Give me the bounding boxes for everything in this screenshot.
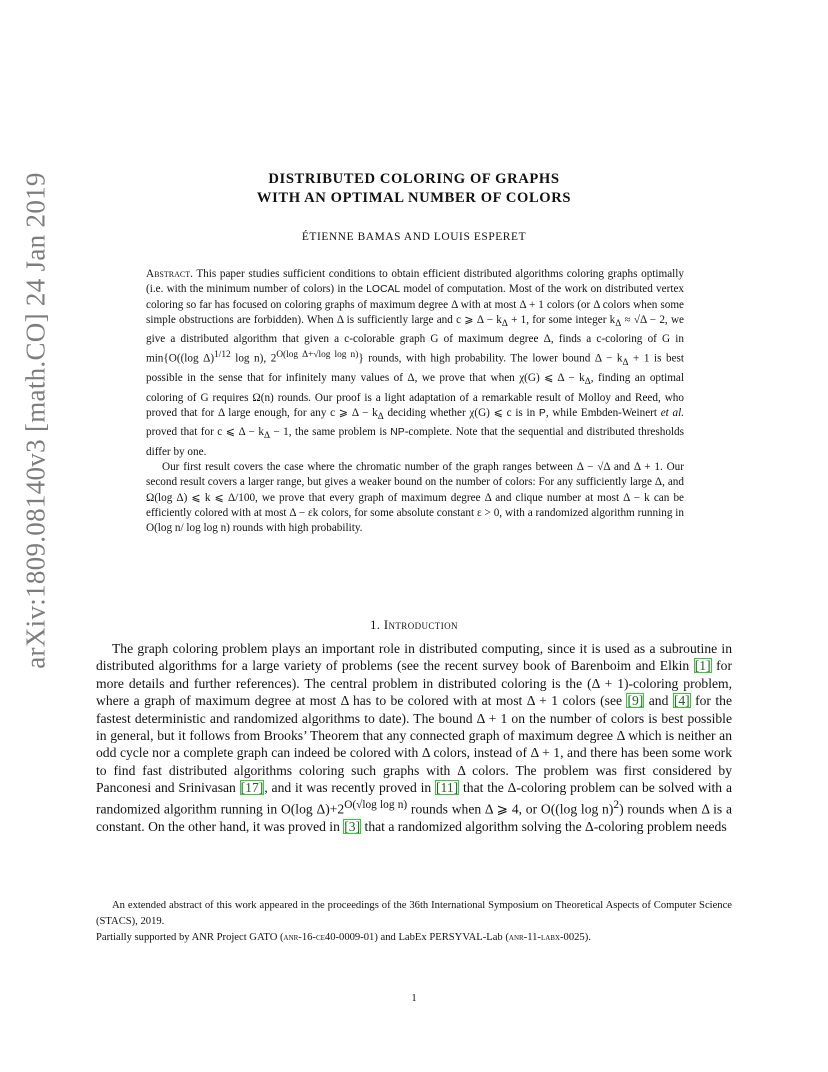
authors: ÉTIENNE BAMAS AND LOUIS ESPERET xyxy=(301,231,527,243)
footnote-funding: Partially supported by ANR Project GATO (anr-16-ce40-0009-01) and LabEx PERSYVAL-Lab (anr-11-labx-0025). xyxy=(96,932,591,943)
grant-gato: anr-16-ce40-0009-01 xyxy=(283,932,375,943)
title-line-2: WITH AN OPTIMAL NUMBER OF COLORS xyxy=(256,190,572,206)
introduction-text xyxy=(96,640,732,835)
citation-link-4[interactable]: [4] xyxy=(673,693,690,709)
arxiv-identifier: arXiv:1809.08140v3 [math.CO] 24 Jan 2019 xyxy=(20,171,51,669)
local-model: LOCAL xyxy=(366,284,401,296)
paper-title xyxy=(0,170,828,208)
footnotes xyxy=(96,898,732,946)
section-number: 1. xyxy=(370,618,381,632)
complexity-class-p: P xyxy=(538,407,546,419)
complexity-class-np: NP xyxy=(390,427,405,439)
citation-link-11[interactable]: [11] xyxy=(436,780,459,796)
grant-persyval: anr-11-labx-0025 xyxy=(508,932,585,943)
citation-link-17[interactable]: [17] xyxy=(240,780,264,796)
abstract xyxy=(146,267,684,537)
arxiv-stamp xyxy=(8,140,64,700)
title-line-1: DISTRIBUTED COLORING OF GRAPHS xyxy=(268,171,560,187)
citation-link-3[interactable]: [3] xyxy=(344,818,361,834)
abstract-label: Abstract. xyxy=(146,268,193,280)
abstract-paragraph-2: Our first result covers the case where the chromatic number of the graph ranges between Δ − √Δ and Δ + 1. Our second result covers a larger range, but gives a weaker bound on the number of colors: For any sufficiently large Δ, and Ω(log Δ) ⩽ k ⩽ Δ/100, we prove that every graph of maximum degree Δ and clique number at most Δ − k can be efficiently colored with at most Δ − εk colors, for some absolute constant ε > 0, with a randomized algorithm running in O(log n/ log log n) rounds with high probability. xyxy=(146,461,684,535)
intro-paragraph: The graph coloring problem plays an important role in distributed computing, since it is used as a subroutine in distributed algorithms for a large variety of problems (see the recent survey book of Barenboim and Elkin [1] for more details and further references). The central problem in distributed coloring is the (Δ + 1)-coloring problem, where a graph of maximum degree at most Δ has to be colored with at most Δ + 1 colors (see [9] and [4] for the fastest deterministic and randomized algorithms to date). The bound Δ + 1 on the number of colors is best possible in general, but it follows from Brooks’ Theorem that any connected graph of maximum degree Δ which is neither an odd cycle nor a complete graph can indeed be colored with Δ colors, instead of Δ + 1, and there has been some work to find fast distributed algorithms coloring such graphs with Δ colors. The problem was first considered by Panconesi and Srinivasan [17], and it was recently proved in [11] that the Δ-coloring problem can be solved with a randomized algorithm running in O(log $\Delta)+2^{O(√log log n)}$ rounds when Δ ⩾ 4, or O((log log n)$^2$) rounds when Δ is a constant. On the other hand, it was proved in [3] that a randomized algorithm solving the Δ-coloring problem needs xyxy=(96,641,733,834)
citation-link-1[interactable]: [1] xyxy=(694,658,711,674)
abstract-paragraph-1: Abstract. This paper studies sufficient conditions to obtain efficient distributed algorithms coloring graphs optimally (i.e. with the minimum number of colors) in the LOCAL model of computation. Most of the work on distributed vertex coloring so far has focused on coloring graphs of maximum degree Δ with at most Δ + 1 colors (or Δ colors when some simple obstructions are forbidden). When Δ is sufficiently large and c ⩾ $\Delta - k_\Delta + 1$, for some integer $k_\Delta \approx √\Delta - 2$, we give a distributed algorithm that given a c-colorable graph G of maximum degree Δ, finds a c-coloring of G in min{O((log Δ)$^{1/12}$ log n), $2^{O(log \Delta+√log log n)}$} rounds, with high probability. The lower bound $\Delta - k_\Delta + 1$ is best possible in the sense that for infinitely many values of Δ, we prove that when χ(G) ⩽ $\Delta - k_\Delta$, finding an optimal coloring of G requires Ω(n) rounds. Our proof is a light adaptation of a remarkable result of Molloy and Reed, who proved that for Δ large enough, for any c ⩾ $\Delta - k_\Delta$ deciding whether χ(G) ⩽ c is in P, while Embden-Weinert et al. proved that for c ⩽ $\Delta - k_\Delta - 1$, the same problem is NP-complete. Note that the sequential and distributed thresholds differ by one. xyxy=(146,268,685,458)
footnote-extended-abstract: An extended abstract of this work appeared in the proceedings of the 36th International Symposium on Theoretical Aspects of Computer Science (STACS), 2019. xyxy=(96,900,732,927)
citation-link-9[interactable]: [9] xyxy=(627,693,644,709)
page-number: 1 xyxy=(411,993,417,1004)
section-title: Introduction xyxy=(383,618,458,632)
section-heading xyxy=(0,618,828,633)
